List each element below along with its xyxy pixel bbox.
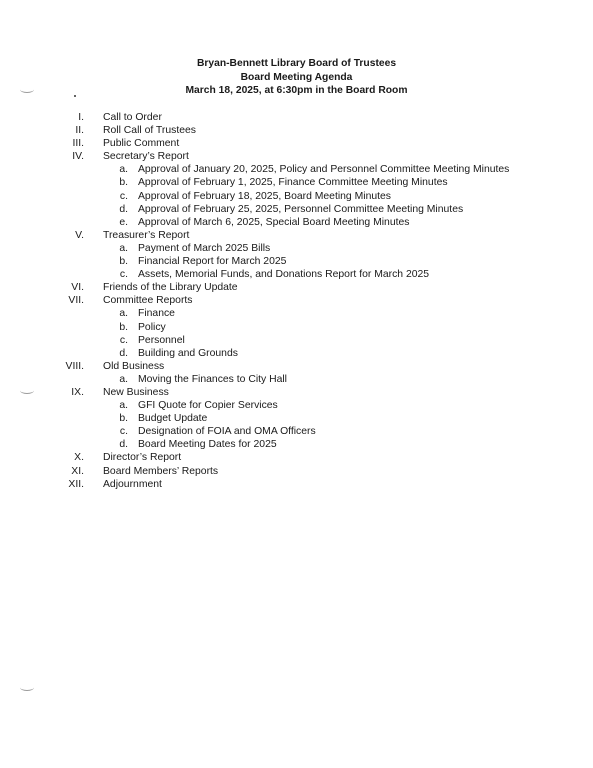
agenda-subitem-title: Moving the Finances to City Hall — [138, 373, 287, 385]
agenda-subitem-letter: a. — [119, 400, 128, 412]
agenda-subitem-title: Approval of February 25, 2025, Personnel Committee Meeting Minutes — [138, 203, 464, 215]
agenda-item — [0, 229, 593, 242]
agenda-subitem-letter: b. — [119, 256, 128, 268]
agenda-item — [0, 360, 593, 373]
agenda-subitem — [0, 334, 593, 347]
agenda-subitem-letter: c. — [119, 190, 128, 202]
agenda-subitem-letter: a. — [119, 308, 128, 320]
agenda-item — [0, 150, 593, 163]
meeting-date-location: March 18, 2025, at 6:30pm in the Board Room — [185, 85, 408, 96]
agenda-item-title: New Business — [103, 386, 169, 398]
agenda-subitem-title: Assets, Memorial Funds, and Donations Report for March 2025 — [138, 269, 430, 281]
agenda-subitem — [0, 203, 593, 216]
agenda-item-number: VII. — [68, 295, 84, 307]
agenda-subitem-letter: a. — [119, 164, 128, 176]
organization-title: Bryan-Bennett Library Board of Trustees — [196, 58, 397, 69]
agenda-subitem — [0, 216, 593, 229]
agenda-item — [0, 478, 593, 491]
agenda-subitem-letter: d. — [119, 439, 128, 451]
agenda-subitem-title: Designation of FOIA and OMA Officers — [138, 426, 316, 438]
agenda-item-number: V. — [75, 229, 84, 241]
agenda-subitem — [0, 242, 593, 255]
agenda-subitem-title: GFI Quote for Copier Services — [138, 400, 278, 412]
agenda-item-number: XI. — [71, 465, 84, 477]
agenda-item-number: X. — [74, 452, 84, 464]
agenda-subitem-title: Building and Grounds — [138, 347, 238, 359]
agenda-subitem-title: Financial Report for March 2025 — [138, 256, 287, 268]
document-title: Board Meeting Agenda — [240, 71, 353, 83]
agenda-item-number: VI. — [71, 282, 84, 294]
agenda-subitem — [0, 190, 593, 203]
agenda-subitem — [0, 399, 593, 412]
agenda-subitem — [0, 163, 593, 176]
agenda-subitem-letter: b. — [119, 321, 128, 333]
agenda-subitem — [0, 347, 593, 360]
agenda-subitem — [0, 176, 593, 189]
agenda-item-number: III. — [72, 138, 84, 150]
agenda-subitem-title: Budget Update — [138, 413, 208, 425]
agenda-item — [0, 465, 593, 478]
agenda-subitem-letter: c. — [119, 269, 128, 281]
document-header — [0, 57, 593, 98]
agenda-list — [0, 111, 593, 491]
agenda-item-title: Old Business — [103, 360, 165, 372]
agenda-item-title: Secretary’s Report — [103, 151, 189, 163]
agenda-subitem-title: Approval of February 18, 2025, Board Meeting Minutes — [138, 190, 391, 202]
agenda-subitem — [0, 438, 593, 451]
agenda-item-title: Treasurer’s Report — [103, 229, 190, 241]
agenda-subitem — [0, 412, 593, 425]
agenda-subitem — [0, 307, 593, 320]
agenda-item-number: IX. — [71, 386, 84, 398]
agenda-item — [0, 111, 593, 124]
agenda-subitem-title: Personnel — [138, 334, 185, 346]
agenda-subitem-title: Finance — [138, 308, 175, 320]
agenda-item-title: Public Comment — [103, 138, 180, 150]
agenda-subitem-letter: d. — [119, 347, 128, 359]
agenda-item-title: Committee Reports — [103, 295, 193, 307]
agenda-subitem-letter: e. — [119, 216, 128, 228]
agenda-item-title: Call to Order — [103, 112, 162, 123]
agenda-subitem — [0, 425, 593, 438]
agenda-subitem-letter: a. — [119, 373, 128, 385]
agenda-item — [0, 451, 593, 464]
agenda-subitem-letter: d. — [119, 203, 128, 215]
agenda-subitem-title: Approval of February 1, 2025, Finance Committee Meeting Minutes — [138, 177, 448, 189]
hole-punch-mark-bottom — [20, 684, 34, 691]
agenda-subitem-letter: b. — [119, 413, 128, 425]
agenda-item-title: Director’s Report — [103, 452, 182, 464]
agenda-item-title: Friends of the Library Update — [103, 282, 238, 294]
agenda-subitem — [0, 255, 593, 268]
agenda-item — [0, 124, 593, 137]
agenda-subitem-letter: b. — [119, 177, 128, 189]
agenda-item-number: IV. — [72, 151, 84, 163]
agenda-item-number: VIII. — [65, 360, 84, 372]
agenda-subitem-title: Policy — [138, 321, 166, 333]
agenda-item — [0, 294, 593, 307]
agenda-item-title: Roll Call of Trustees — [103, 125, 196, 137]
agenda-subitem-letter: c. — [119, 334, 128, 346]
agenda-subitem-title: Approval of January 20, 2025, Policy and Personnel Committee Meeting Minutes — [138, 164, 510, 176]
agenda-item-number: I. — [78, 112, 84, 123]
agenda-item-number: II. — [75, 125, 84, 137]
agenda-subitem-letter: a. — [119, 242, 128, 254]
agenda-item — [0, 281, 593, 294]
agenda-item-title: Board Members’ Reports — [103, 465, 219, 477]
agenda-item — [0, 386, 593, 399]
agenda-subitem-title: Payment of March 2025 Bills — [138, 242, 271, 254]
agenda-item-title: Adjournment — [103, 478, 162, 490]
agenda-subitem — [0, 268, 593, 281]
agenda-subitem — [0, 321, 593, 334]
agenda-subitem-title: Board Meeting Dates for 2025 — [138, 439, 277, 451]
agenda-item — [0, 137, 593, 150]
agenda-subitem-letter: c. — [119, 426, 128, 438]
agenda-subitem — [0, 373, 593, 386]
agenda-subitem-title: Approval of March 6, 2025, Special Board Meeting Minutes — [138, 216, 410, 228]
agenda-item-number: XII. — [68, 478, 84, 490]
